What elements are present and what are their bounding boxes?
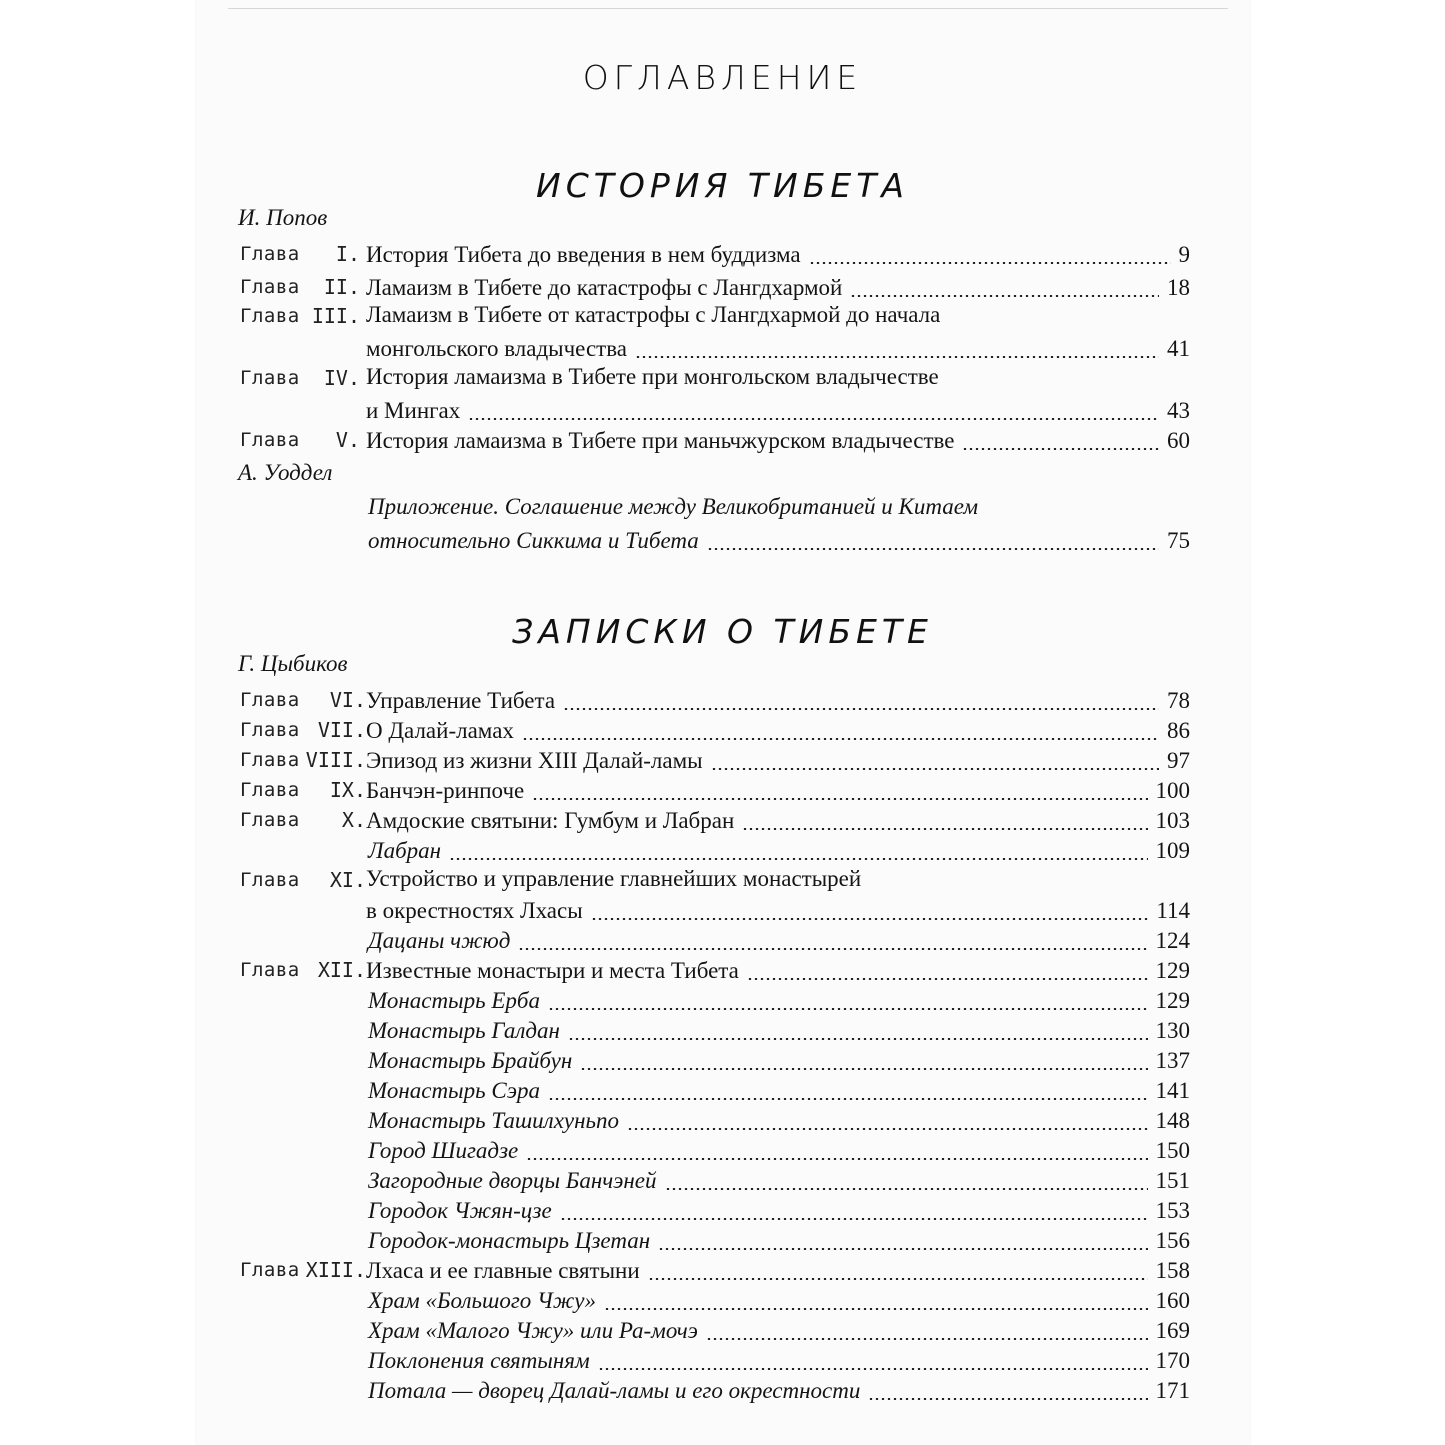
chapter-label: Глава xyxy=(240,276,300,298)
leader-dots xyxy=(598,1368,1148,1370)
page-number: 78 xyxy=(1167,688,1190,713)
chapter-number: IX. xyxy=(329,778,366,802)
entry-title: Монастырь Ерба xyxy=(368,988,540,1013)
entry-line xyxy=(366,896,1190,926)
chapter-number: IV. xyxy=(323,366,360,390)
entry-title: Дацаны чжюд xyxy=(368,928,511,953)
entry-line xyxy=(366,240,1190,270)
leader-dots xyxy=(449,858,1147,860)
entry-title: Потала — дворец Далай-ламы и его окрестности xyxy=(368,1378,861,1403)
toc-entry[interactable] xyxy=(0,364,1445,394)
leader-dots xyxy=(665,1188,1148,1190)
leader-dots xyxy=(707,548,1159,550)
toc-subentry[interactable] xyxy=(0,1106,1445,1136)
entry-title: Банчэн-ринпоче xyxy=(366,778,525,803)
entry-line xyxy=(366,334,1190,364)
section-title-notes: ЗАПИСКИ О ТИБЕТЕ xyxy=(512,612,933,651)
entry-line xyxy=(366,716,1190,746)
page-number: 141 xyxy=(1155,1078,1190,1103)
toc-subentry[interactable] xyxy=(0,1286,1445,1316)
entry-title: Монастырь Сэра xyxy=(368,1078,540,1103)
entry-title: Храм «Большого Чжу» xyxy=(368,1288,597,1313)
section-title-history: ИСТОРИЯ ТИБЕТА xyxy=(536,166,909,205)
author-popov: И. Попов xyxy=(238,205,328,230)
leader-dots xyxy=(563,708,1159,710)
author-tsybikov: Г. Цыбиков xyxy=(238,651,348,676)
toc-subentry[interactable] xyxy=(0,1226,1445,1256)
entry-line xyxy=(368,1046,1190,1076)
leader-dots xyxy=(526,1158,1147,1160)
leader-dots xyxy=(532,798,1147,800)
entry-title: Эпизод из жизни XIII Далай-ламы xyxy=(366,748,703,773)
entry-line xyxy=(366,806,1190,836)
leader-dots xyxy=(868,1398,1147,1400)
page-number: 160 xyxy=(1155,1288,1190,1313)
leader-dots xyxy=(742,828,1147,830)
page-number: 124 xyxy=(1155,928,1190,953)
chapter-label: Глава xyxy=(240,719,300,741)
page-number: 41 xyxy=(1167,336,1190,361)
leader-dots xyxy=(560,1218,1148,1220)
entry-title: Монастырь Брайбун xyxy=(368,1048,573,1073)
entry-line xyxy=(368,1316,1190,1346)
toc-entry[interactable] xyxy=(0,686,1445,716)
chapter-label: Глава xyxy=(240,869,300,891)
page-number: 156 xyxy=(1155,1228,1190,1253)
entry-title: Храм «Малого Чжу» или Ра-мочэ xyxy=(368,1318,698,1343)
entry-line xyxy=(368,926,1190,956)
entry-title: Известные монастыри и места Тибета xyxy=(366,958,739,983)
chapter-label: Глава xyxy=(240,689,300,711)
page-number: 97 xyxy=(1167,748,1190,773)
entry-line xyxy=(366,1256,1190,1286)
page-number: 170 xyxy=(1155,1348,1190,1373)
leader-dots xyxy=(627,1128,1147,1130)
toc-entry[interactable] xyxy=(0,240,1445,270)
entry-line xyxy=(366,396,1190,426)
entry-line xyxy=(368,1136,1190,1166)
entry-line xyxy=(368,1106,1190,1136)
entry-title: и Мингах xyxy=(366,398,461,423)
toc-subentry[interactable] xyxy=(0,1136,1445,1166)
entry-line xyxy=(368,986,1190,1016)
leader-dots xyxy=(568,1038,1148,1040)
page-number: 109 xyxy=(1155,838,1190,863)
toc-subentry[interactable] xyxy=(0,926,1445,956)
leader-dots xyxy=(850,295,1159,297)
toc-entry-continuation[interactable] xyxy=(0,396,1445,426)
leader-dots xyxy=(962,448,1159,450)
entry-line xyxy=(368,836,1190,866)
page-number: 171 xyxy=(1155,1378,1190,1403)
leader-dots xyxy=(706,1338,1148,1340)
chapter-number: XIII. xyxy=(305,1258,366,1282)
leader-dots xyxy=(518,948,1147,950)
chapter-label: Глава xyxy=(240,243,300,265)
chapter-number: VIII. xyxy=(305,748,366,772)
chapter-label: Глава xyxy=(240,749,300,771)
page-number: 18 xyxy=(1167,275,1190,300)
entry-title: Ламаизм в Тибете до катастрофы с Лангдхармой xyxy=(366,275,843,300)
entry-line xyxy=(366,686,1190,716)
leader-dots xyxy=(468,418,1159,420)
leader-dots xyxy=(809,262,1171,264)
toc-subentry[interactable] xyxy=(0,1196,1445,1226)
leader-dots xyxy=(522,738,1159,740)
page-number: 148 xyxy=(1155,1108,1190,1133)
page-number: 60 xyxy=(1167,428,1190,453)
entry-title: Лхаса и ее главные святыни xyxy=(366,1258,640,1283)
page-number: 114 xyxy=(1156,898,1190,923)
toc-subentry[interactable] xyxy=(0,1046,1445,1076)
toc-subentry[interactable] xyxy=(0,836,1445,866)
entry-line xyxy=(368,1166,1190,1196)
chapter-label: Глава xyxy=(240,305,300,327)
chapter-label: Глава xyxy=(240,779,300,801)
entry-title: Устройство и управление главнейших монастырей xyxy=(366,866,862,891)
toc-entry[interactable] xyxy=(0,776,1445,806)
entry-title: монгольского владычества xyxy=(366,336,627,361)
leader-dots xyxy=(548,1098,1148,1100)
chapter-number: XI. xyxy=(329,868,366,892)
toc-entry-continuation[interactable] xyxy=(0,896,1445,926)
entry-title: О Далай-ламах xyxy=(366,718,514,743)
entry-title: Монастырь Галдан xyxy=(368,1018,560,1043)
entry-line xyxy=(366,273,1190,303)
leader-dots xyxy=(711,768,1159,770)
page-number: 103 xyxy=(1155,808,1190,833)
chapter-number: V. xyxy=(335,428,360,452)
toc-entry[interactable] xyxy=(0,866,1445,896)
author-waddell: А. Уоддел xyxy=(238,460,333,485)
toc-subentry[interactable] xyxy=(0,1016,1445,1046)
chapter-number: III. xyxy=(311,304,360,328)
toc-entry-appendix[interactable] xyxy=(0,494,1445,524)
entry-line xyxy=(368,1226,1190,1256)
toc-entry[interactable] xyxy=(0,956,1445,986)
toc-entry-continuation[interactable] xyxy=(0,526,1445,556)
leader-dots xyxy=(604,1308,1147,1310)
page-title: ОГЛАВЛЕНИЕ xyxy=(582,58,863,97)
entry-line xyxy=(368,1196,1190,1226)
toc-entry[interactable] xyxy=(0,1256,1445,1286)
entry-line xyxy=(366,746,1190,776)
entry-title: в окрестностях Лхасы xyxy=(366,898,583,923)
toc-subentry[interactable] xyxy=(0,1076,1445,1106)
toc-entry[interactable] xyxy=(0,716,1445,746)
page-number: 100 xyxy=(1155,778,1190,803)
toc-entry[interactable] xyxy=(0,273,1445,303)
entry-title: История ламаизма в Тибете при маньчжурском владычестве xyxy=(366,428,955,453)
entry-line xyxy=(368,526,1190,556)
chapter-label: Глава xyxy=(240,367,300,389)
page-number: 75 xyxy=(1167,528,1190,553)
toc-subentry[interactable] xyxy=(0,1166,1445,1196)
leader-dots xyxy=(648,1278,1148,1280)
toc-entry-continuation[interactable] xyxy=(0,334,1445,364)
leader-dots xyxy=(658,1248,1147,1250)
chapter-number: VII. xyxy=(317,718,366,742)
page-number: 169 xyxy=(1155,1318,1190,1343)
chapter-number: I. xyxy=(335,242,360,266)
toc-entry[interactable] xyxy=(0,302,1445,332)
page-number: 153 xyxy=(1155,1198,1190,1223)
chapter-label: Глава xyxy=(240,809,300,831)
page-number: 129 xyxy=(1155,988,1190,1013)
page-number: 158 xyxy=(1155,1258,1190,1283)
page-number: 9 xyxy=(1178,242,1190,267)
toc-entry[interactable] xyxy=(0,806,1445,836)
toc-entry[interactable] xyxy=(0,746,1445,776)
entry-line xyxy=(368,1286,1190,1316)
entry-title: Лабран xyxy=(368,838,442,863)
leader-dots xyxy=(635,356,1159,358)
entry-line xyxy=(366,426,1190,456)
leader-dots xyxy=(580,1068,1147,1070)
toc-entry[interactable] xyxy=(0,426,1445,456)
chapter-number: II. xyxy=(323,275,360,299)
entry-title: Город Шигадзе xyxy=(368,1138,519,1163)
leader-dots xyxy=(591,918,1149,920)
entry-title: Управление Тибета xyxy=(366,688,556,713)
page-number: 130 xyxy=(1155,1018,1190,1043)
entry-line xyxy=(366,956,1190,986)
chapter-label: Глава xyxy=(240,959,300,981)
chapter-number: X. xyxy=(341,808,366,832)
header-rule xyxy=(228,8,1228,9)
entry-title: Монастырь Ташилхуньпо xyxy=(368,1108,620,1133)
entry-title: Ламаизм в Тибете от катастрофы с Лангдхармой до начала xyxy=(366,302,941,327)
page-number: 43 xyxy=(1167,398,1190,423)
entry-line xyxy=(368,1376,1190,1406)
entry-line xyxy=(368,1076,1190,1106)
entry-title: История Тибета до введения в нем буддизма xyxy=(366,242,801,267)
chapter-number: XII. xyxy=(317,958,366,982)
entry-title: относительно Сиккима и Тибета xyxy=(368,528,699,553)
page-number: 86 xyxy=(1167,718,1190,743)
entry-title: Городок-монастырь Цзетан xyxy=(368,1228,651,1253)
chapter-label: Глава xyxy=(240,429,300,451)
entry-title: Загородные дворцы Банчэней xyxy=(368,1168,657,1193)
page-number: 151 xyxy=(1155,1168,1190,1193)
page-number: 150 xyxy=(1155,1138,1190,1163)
entry-title: Приложение. Соглашение между Великобританией и Китаем xyxy=(368,494,979,519)
chapter-label: Глава xyxy=(240,1259,300,1281)
entry-title: Поклонения святыням xyxy=(368,1348,590,1373)
entry-line xyxy=(366,776,1190,806)
page-number: 137 xyxy=(1155,1048,1190,1073)
toc-subentry[interactable] xyxy=(0,1316,1445,1346)
toc-subentry[interactable] xyxy=(0,1346,1445,1376)
page-number: 129 xyxy=(1155,958,1190,983)
toc-subentry[interactable] xyxy=(0,1376,1445,1406)
entry-title: Городок Чжян-цзе xyxy=(368,1198,552,1223)
entry-title: Амдоские святыни: Гумбум и Лабран xyxy=(366,808,735,833)
entry-line xyxy=(368,1346,1190,1376)
toc-subentry[interactable] xyxy=(0,986,1445,1016)
entry-title: История ламаизма в Тибете при монгольском владычестве xyxy=(366,364,939,389)
chapter-number: VI. xyxy=(329,688,366,712)
entry-line xyxy=(368,1016,1190,1046)
leader-dots xyxy=(548,1008,1148,1010)
leader-dots xyxy=(747,978,1148,980)
